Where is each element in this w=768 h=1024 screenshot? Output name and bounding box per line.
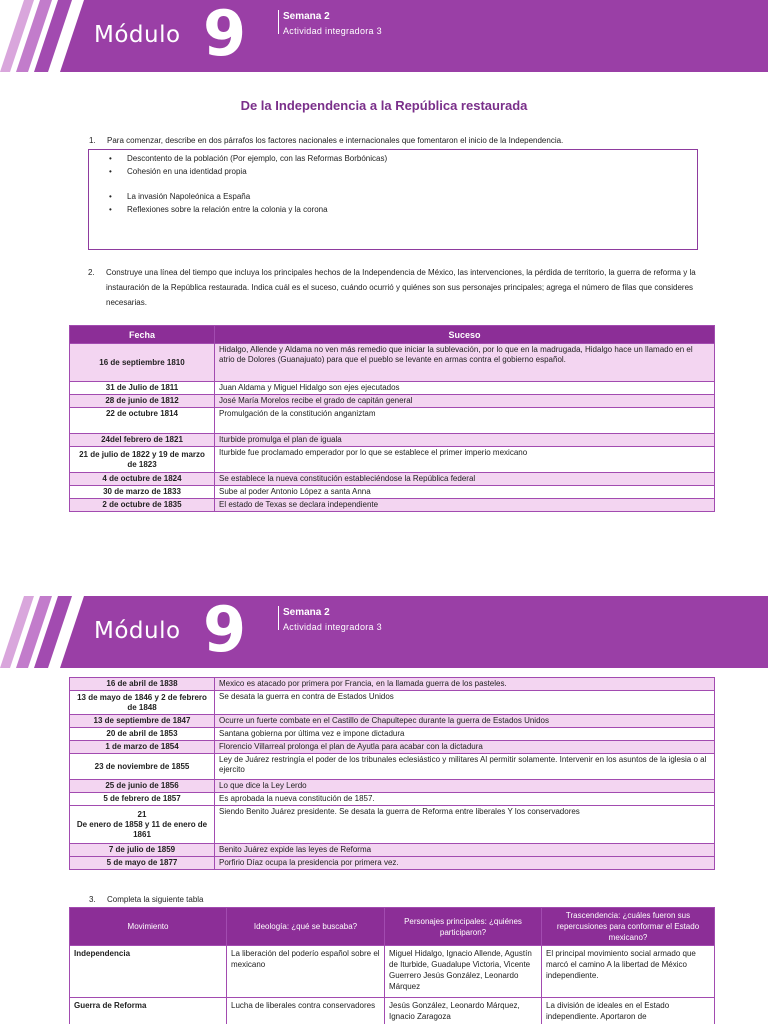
module-word: Módulo xyxy=(94,22,181,48)
date-cell: 2 de octubre de 1835 xyxy=(70,499,215,512)
question-2 xyxy=(89,265,699,310)
date-cell: 30 de marzo de 1833 xyxy=(70,486,215,499)
table-row xyxy=(70,473,715,486)
table-row xyxy=(70,998,715,1024)
date-cell: 25 de junio de 1856 xyxy=(70,780,215,793)
list-item: • La invasión Napoleónica a España xyxy=(101,190,697,203)
table-row xyxy=(70,857,715,870)
header-divider xyxy=(278,10,279,34)
movement-cell: Guerra de Reforma xyxy=(70,998,227,1024)
ideology-cell: La liberación del poderío español sobre el mexicano xyxy=(227,946,385,998)
date-cell: 5 de mayo de 1877 xyxy=(70,857,215,870)
question-3 xyxy=(89,895,204,904)
week-label: Semana 2 xyxy=(283,607,330,618)
event-cell: Iturbide fue proclamado emperador por lo que se establece el primer imperio mexicano xyxy=(215,447,715,473)
question-1 xyxy=(89,136,729,145)
table-row xyxy=(70,793,715,806)
event-cell: Se establece la nueva constitución estableciéndose la República federal xyxy=(215,473,715,486)
event-cell: Lo que dice la Ley Lerdo xyxy=(215,780,715,793)
date-cell: 23 de noviembre de 1855 xyxy=(70,754,215,780)
table-row xyxy=(70,395,715,408)
module-number: 9 xyxy=(203,0,247,70)
date-cell: 21 De enero de 1858 y 11 de enero de 1861 xyxy=(70,806,215,844)
event-cell: Benito Juárez expide las leyes de Reforma xyxy=(215,844,715,857)
question-2-number: 2. xyxy=(88,268,95,277)
event-cell: Iturbide promulga el plan de iguala xyxy=(215,434,715,447)
date-cell: 1 de marzo de 1854 xyxy=(70,741,215,754)
question-3-text: Completa la siguiente tabla xyxy=(107,895,204,904)
page-title: De la Independencia a la República restaurada xyxy=(240,98,528,113)
table-header-row xyxy=(70,326,715,344)
event-cell: José María Morelos recibe el grado de capitán general xyxy=(215,395,715,408)
table-row xyxy=(70,780,715,793)
table-header-row xyxy=(70,908,715,946)
event-cell: Siendo Benito Juárez presidente. Se desata la guerra de Reforma entre liberales Y los conservadores xyxy=(215,806,715,844)
date-cell: 4 de octubre de 1824 xyxy=(70,473,215,486)
impact-column-header: Trascendencia: ¿cuáles fueron sus repercusiones para conformar el Estado mexicano? xyxy=(542,908,715,946)
table-row xyxy=(70,844,715,857)
activity-label: Actividad integradora 3 xyxy=(283,26,382,36)
date-cell: 21 de julio de 1822 y 19 de marzo de 1823 xyxy=(70,447,215,473)
event-cell: El estado de Texas se declara independiente xyxy=(215,499,715,512)
movement-cell: Independencia xyxy=(70,946,227,998)
week-label: Semana 2 xyxy=(283,11,330,22)
activity-label: Actividad integradora 3 xyxy=(283,622,382,632)
question-1-number: 1. xyxy=(89,136,96,145)
people-cell: Miguel Hidalgo, Ignacio Allende, Agustín de Iturbide, Guadalupe Victoria, Vicente Guerrero Jesús González, Leonardo Márquez xyxy=(385,946,542,998)
event-cell: Juan Aldama y Miguel Hidalgo son ejes ejecutados xyxy=(215,382,715,395)
answer-box-1[interactable] xyxy=(88,149,698,250)
list-item: • Reflexiones sobre la relación entre la colonia y la corona xyxy=(101,203,697,216)
timeline-table xyxy=(69,325,715,512)
event-cell: Sube al poder Antonio López a santa Anna xyxy=(215,486,715,499)
date-cell: 13 de septiembre de 1847 xyxy=(70,715,215,728)
impact-cell: El principal movimiento social armado que marcó el camino A la libertad de México independiente. xyxy=(542,946,715,998)
date-cell: 31 de Julio de 1811 xyxy=(70,382,215,395)
date-cell: 13 de mayo de 1846 y 2 de febrero de 1848 xyxy=(70,691,215,715)
date-cell: 16 de septiembre 1810 xyxy=(70,344,215,382)
event-cell: Promulgación de la constitución anganiztam xyxy=(215,408,715,434)
event-cell: Hidalgo, Allende y Aldama no ven más remedio que iniciar la sublevación, por lo que en la madrugada, Hidalgo hace un llamado en el atrio de Dolores (Guanajuato) para que el pueblo se levante en armas contra el gobierno español. xyxy=(215,344,715,382)
date-cell: 5 de febrero de 1857 xyxy=(70,793,215,806)
date-cell: 24del febrero de 1821 xyxy=(70,434,215,447)
date-column-header: Fecha xyxy=(70,326,215,344)
table-row xyxy=(70,691,715,715)
timeline-table-continued xyxy=(69,677,715,870)
table-row xyxy=(70,434,715,447)
question-1-text: Para comenzar, describe en dos párrafos los factores nacionales e internacionales que fomentaron el inicio de la Independencia. xyxy=(107,136,564,145)
people-column-header: Personajes principales: ¿quiénes participaron? xyxy=(385,908,542,946)
module-banner xyxy=(0,0,768,72)
table-row xyxy=(70,754,715,780)
table-row xyxy=(70,728,715,741)
table-row xyxy=(70,344,715,382)
event-cell: Santana gobierna por última vez e impone dictadura xyxy=(215,728,715,741)
ideology-column-header: Ideología: ¿qué se buscaba? xyxy=(227,908,385,946)
table-row xyxy=(70,382,715,395)
module-word: Módulo xyxy=(94,618,181,644)
date-cell: 28 de junio de 1812 xyxy=(70,395,215,408)
header-divider xyxy=(278,606,279,630)
event-cell: Porfirio Díaz ocupa la presidencia por primera vez. xyxy=(215,857,715,870)
table-row xyxy=(70,806,715,844)
table-row xyxy=(70,741,715,754)
table-row xyxy=(70,447,715,473)
question-3-number: 3. xyxy=(89,895,96,904)
date-cell: 20 de abril de 1853 xyxy=(70,728,215,741)
table-row xyxy=(70,946,715,998)
module-number: 9 xyxy=(203,596,247,666)
list-item: • Descontento de la población (Por ejemplo, con las Reformas Borbónicas) xyxy=(101,152,697,165)
event-cell: Florencio Villarreal prolonga el plan de Ayutla para acabar con la dictadura xyxy=(215,741,715,754)
ideology-cell: Lucha de liberales contra conservadores xyxy=(227,998,385,1024)
list-item: • Cohesión en una identidad propia xyxy=(101,165,697,178)
table-row xyxy=(70,678,715,691)
date-cell: 22 de octubre 1814 xyxy=(70,408,215,434)
table-row xyxy=(70,408,715,434)
event-cell: Ocurre un fuerte combate en el Castillo de Chapultepec durante la guerra de Estados Unidos xyxy=(215,715,715,728)
event-column-header: Suceso xyxy=(215,326,715,344)
date-cell: 16 de abril de 1838 xyxy=(70,678,215,691)
module-banner-page-2 xyxy=(0,596,768,668)
question-2-text: Construye una línea del tiempo que incluya los principales hechos de la Independencia de México, las intervenciones, la pérdida de territorio, la guerra de reforma y la instauración de la República restaurada. Indica cuál es el suceso, cuándo ocurrió y quiénes son sus personajes principales; agrega el número de filas que consideres necesarias. xyxy=(106,268,696,307)
movements-table xyxy=(69,907,715,1024)
table-row xyxy=(70,499,715,512)
people-cell: Jesús González, Leonardo Márquez, Ignacio Zaragoza xyxy=(385,998,542,1024)
event-cell: Se desata la guerra en contra de Estados Unidos xyxy=(215,691,715,715)
event-cell: Es aprobada la nueva constitución de 1857. xyxy=(215,793,715,806)
movement-column-header: Movimiento xyxy=(70,908,227,946)
event-cell: Mexico es atacado por primera por Francia, en la llamada guerra de los pasteles. xyxy=(215,678,715,691)
date-cell: 7 de julio de 1859 xyxy=(70,844,215,857)
impact-cell: La división de ideales en el Estado independiente. Aportaron de xyxy=(542,998,715,1024)
table-row xyxy=(70,486,715,499)
table-row xyxy=(70,715,715,728)
event-cell: Ley de Juárez restringía el poder de los tribunales eclesiástico y militares Al permitir solamente. Intervenir en los asuntos de la iglesia o al ejercito xyxy=(215,754,715,780)
